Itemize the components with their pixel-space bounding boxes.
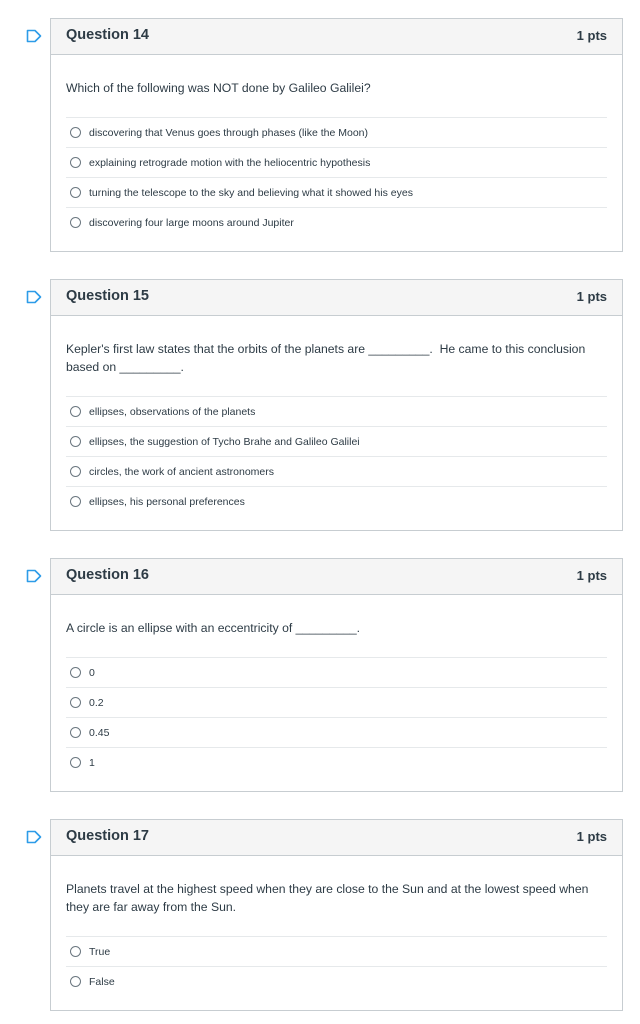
question-text: Which of the following was NOT done by Galileo Galilei? [66, 81, 371, 95]
radio-button[interactable] [70, 667, 81, 678]
answer-label: circles, the work of ancient astronomers [89, 465, 274, 478]
answer-list [66, 396, 607, 516]
question-card [50, 18, 623, 252]
answer-option[interactable] [66, 688, 607, 718]
answer-option[interactable] [66, 967, 607, 996]
question-body [51, 316, 622, 530]
answer-option[interactable] [66, 937, 607, 967]
answer-option[interactable] [66, 208, 607, 237]
answer-option[interactable] [66, 427, 607, 457]
answer-option[interactable] [66, 397, 607, 427]
radio-button[interactable] [70, 466, 81, 477]
answer-label: 1 [89, 756, 95, 769]
answer-list [66, 657, 607, 777]
answer-option[interactable] [66, 487, 607, 516]
answer-label: ellipses, his personal preferences [89, 495, 245, 508]
radio-button[interactable] [70, 757, 81, 768]
question-text: A circle is an ellipse with an eccentricity of _________. [66, 621, 361, 635]
question-points: 1 pts [576, 28, 607, 43]
answer-label: discovering four large moons around Jupiter [89, 216, 294, 229]
radio-button[interactable] [70, 976, 81, 987]
question-points: 1 pts [576, 289, 607, 304]
question-body [51, 55, 622, 251]
answer-option[interactable] [66, 118, 607, 148]
question-title: Question 17 [66, 828, 149, 844]
question-header [51, 559, 622, 595]
flag-question-icon[interactable] [26, 569, 42, 583]
answer-option[interactable] [66, 748, 607, 777]
question-body [51, 856, 622, 1010]
question-header [51, 19, 622, 55]
flag-question-icon[interactable] [26, 29, 42, 43]
radio-button[interactable] [70, 157, 81, 168]
question-points: 1 pts [576, 568, 607, 583]
answer-list [66, 936, 607, 996]
answer-label: discovering that Venus goes through phases (like the Moon) [89, 126, 369, 139]
answer-option[interactable] [66, 658, 607, 688]
answer-label: 0 [89, 666, 95, 679]
answer-label: ellipses, the suggestion of Tycho Brahe and Galileo Galilei [89, 435, 360, 448]
question-card [50, 558, 623, 792]
answer-label: 0.2 [89, 696, 104, 709]
question-header [51, 820, 622, 856]
question-header [51, 280, 622, 316]
question-text: Planets travel at the highest speed when they are close to the Sun and at the lowest speed when they are far away from the Sun. [66, 882, 589, 914]
radio-button[interactable] [70, 496, 81, 507]
answer-label: False [89, 975, 115, 988]
radio-button[interactable] [70, 697, 81, 708]
flag-question-icon[interactable] [26, 290, 42, 304]
radio-button[interactable] [70, 727, 81, 738]
answer-option[interactable] [66, 457, 607, 487]
answer-option[interactable] [66, 178, 607, 208]
answer-list [66, 117, 607, 237]
question-title: Question 14 [66, 27, 149, 43]
question-body [51, 595, 622, 791]
radio-button[interactable] [70, 187, 81, 198]
answer-option[interactable] [66, 148, 607, 178]
question-card [50, 819, 623, 1011]
answer-label: turning the telescope to the sky and believing what it showed his eyes [89, 186, 413, 199]
question-card [50, 279, 623, 531]
answer-label: True [89, 945, 111, 958]
radio-button[interactable] [70, 127, 81, 138]
radio-button[interactable] [70, 436, 81, 447]
answer-label: 0.45 [89, 726, 110, 739]
answer-option[interactable] [66, 718, 607, 748]
question-points: 1 pts [576, 829, 607, 844]
answer-label: explaining retrograde motion with the heliocentric hypothesis [89, 156, 371, 169]
radio-button[interactable] [70, 217, 81, 228]
radio-button[interactable] [70, 946, 81, 957]
radio-button[interactable] [70, 406, 81, 417]
question-text: Kepler's first law states that the orbits of the planets are _________. He came to this conclusion based on _________. [66, 342, 589, 374]
question-title: Question 16 [66, 567, 149, 583]
answer-label: ellipses, observations of the planets [89, 405, 256, 418]
question-title: Question 15 [66, 288, 149, 304]
flag-question-icon[interactable] [26, 830, 42, 844]
